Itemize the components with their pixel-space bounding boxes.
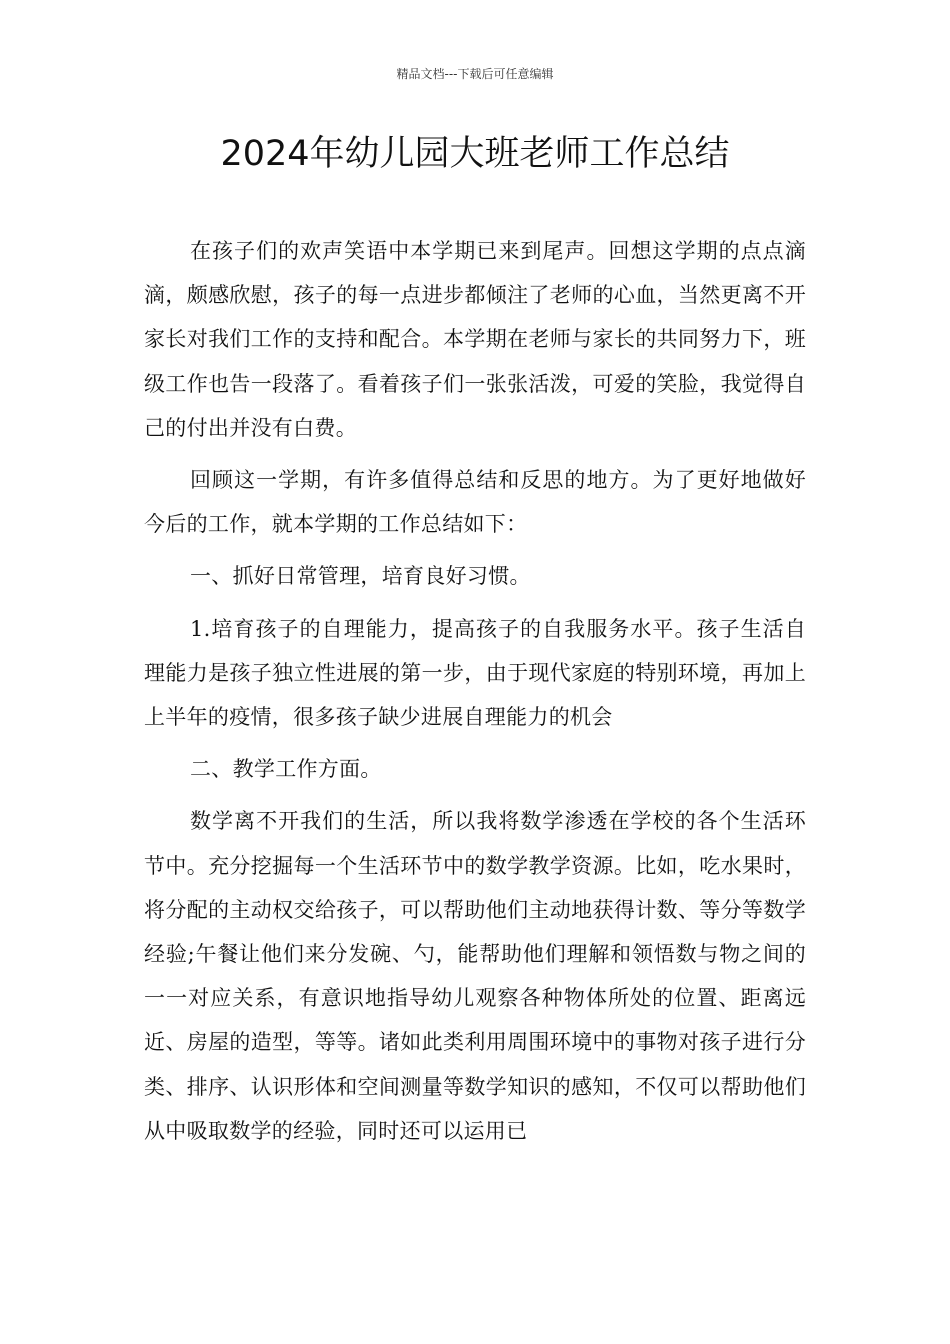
paragraph-review: 回顾这一学期，有许多值得总结和反思的地方。为了更好地做好今后的工作，就本学期的工作总结如下：	[144, 468, 806, 537]
section-heading-teaching: 二、教学工作方面。	[190, 757, 382, 782]
paragraph-intro: 在孩子们的欢声笑语中本学期已来到尾声。回想这学期的点点滴滴，颇感欣慰，孩子的每一点进步都倾注了老师的心血，当然更离不开家长对我们工作的支持和配合。本学期在老师与家长的共同努力下，班级工作也告一段落了。看着孩子们一张张活泼，可爱的笑脸，我觉得自己的付出并没有白费。	[144, 239, 806, 440]
section-heading-daily-management: 一、抓好日常管理，培育良好习惯。	[190, 564, 531, 589]
document-title: 2024年幼儿园大班老师工作总结	[220, 134, 730, 174]
paragraph-self-care: 1.培育孩子的自理能力，提高孩子的自我服务水平。孩子生活自理能力是孩子独立性进展的第一步，由于现代家庭的特别环境，再加上上半年的疫情，很多孩子缺少进展自理能力的机会	[144, 616, 806, 730]
page-header: 精品文档---下载后可任意编辑	[396, 67, 554, 81]
paragraph-math: 数学离不开我们的生活，所以我将数学渗透在学校的各个生活环节中。充分挖掘每一个生活环节中的数学教学资源。比如，吃水果时，将分配的主动权交给孩子，可以帮助他们主动地获得计数、等分等数学经验;午餐让他们来分发碗、勺，能帮助他们理解和领悟数与物之间的一一对应关系，有意识地指导幼儿观察各种物体所处的位置、距离远近、房屋的造型，等等。诸如此类利用周围环境中的事物对孩子进行分类、排序、认识形体和空间测量等数学知识的感知，不仅可以帮助他们从中吸取数学的经验，同时还可以运用已	[144, 809, 806, 1143]
document-body	[144, 229, 806, 1161]
